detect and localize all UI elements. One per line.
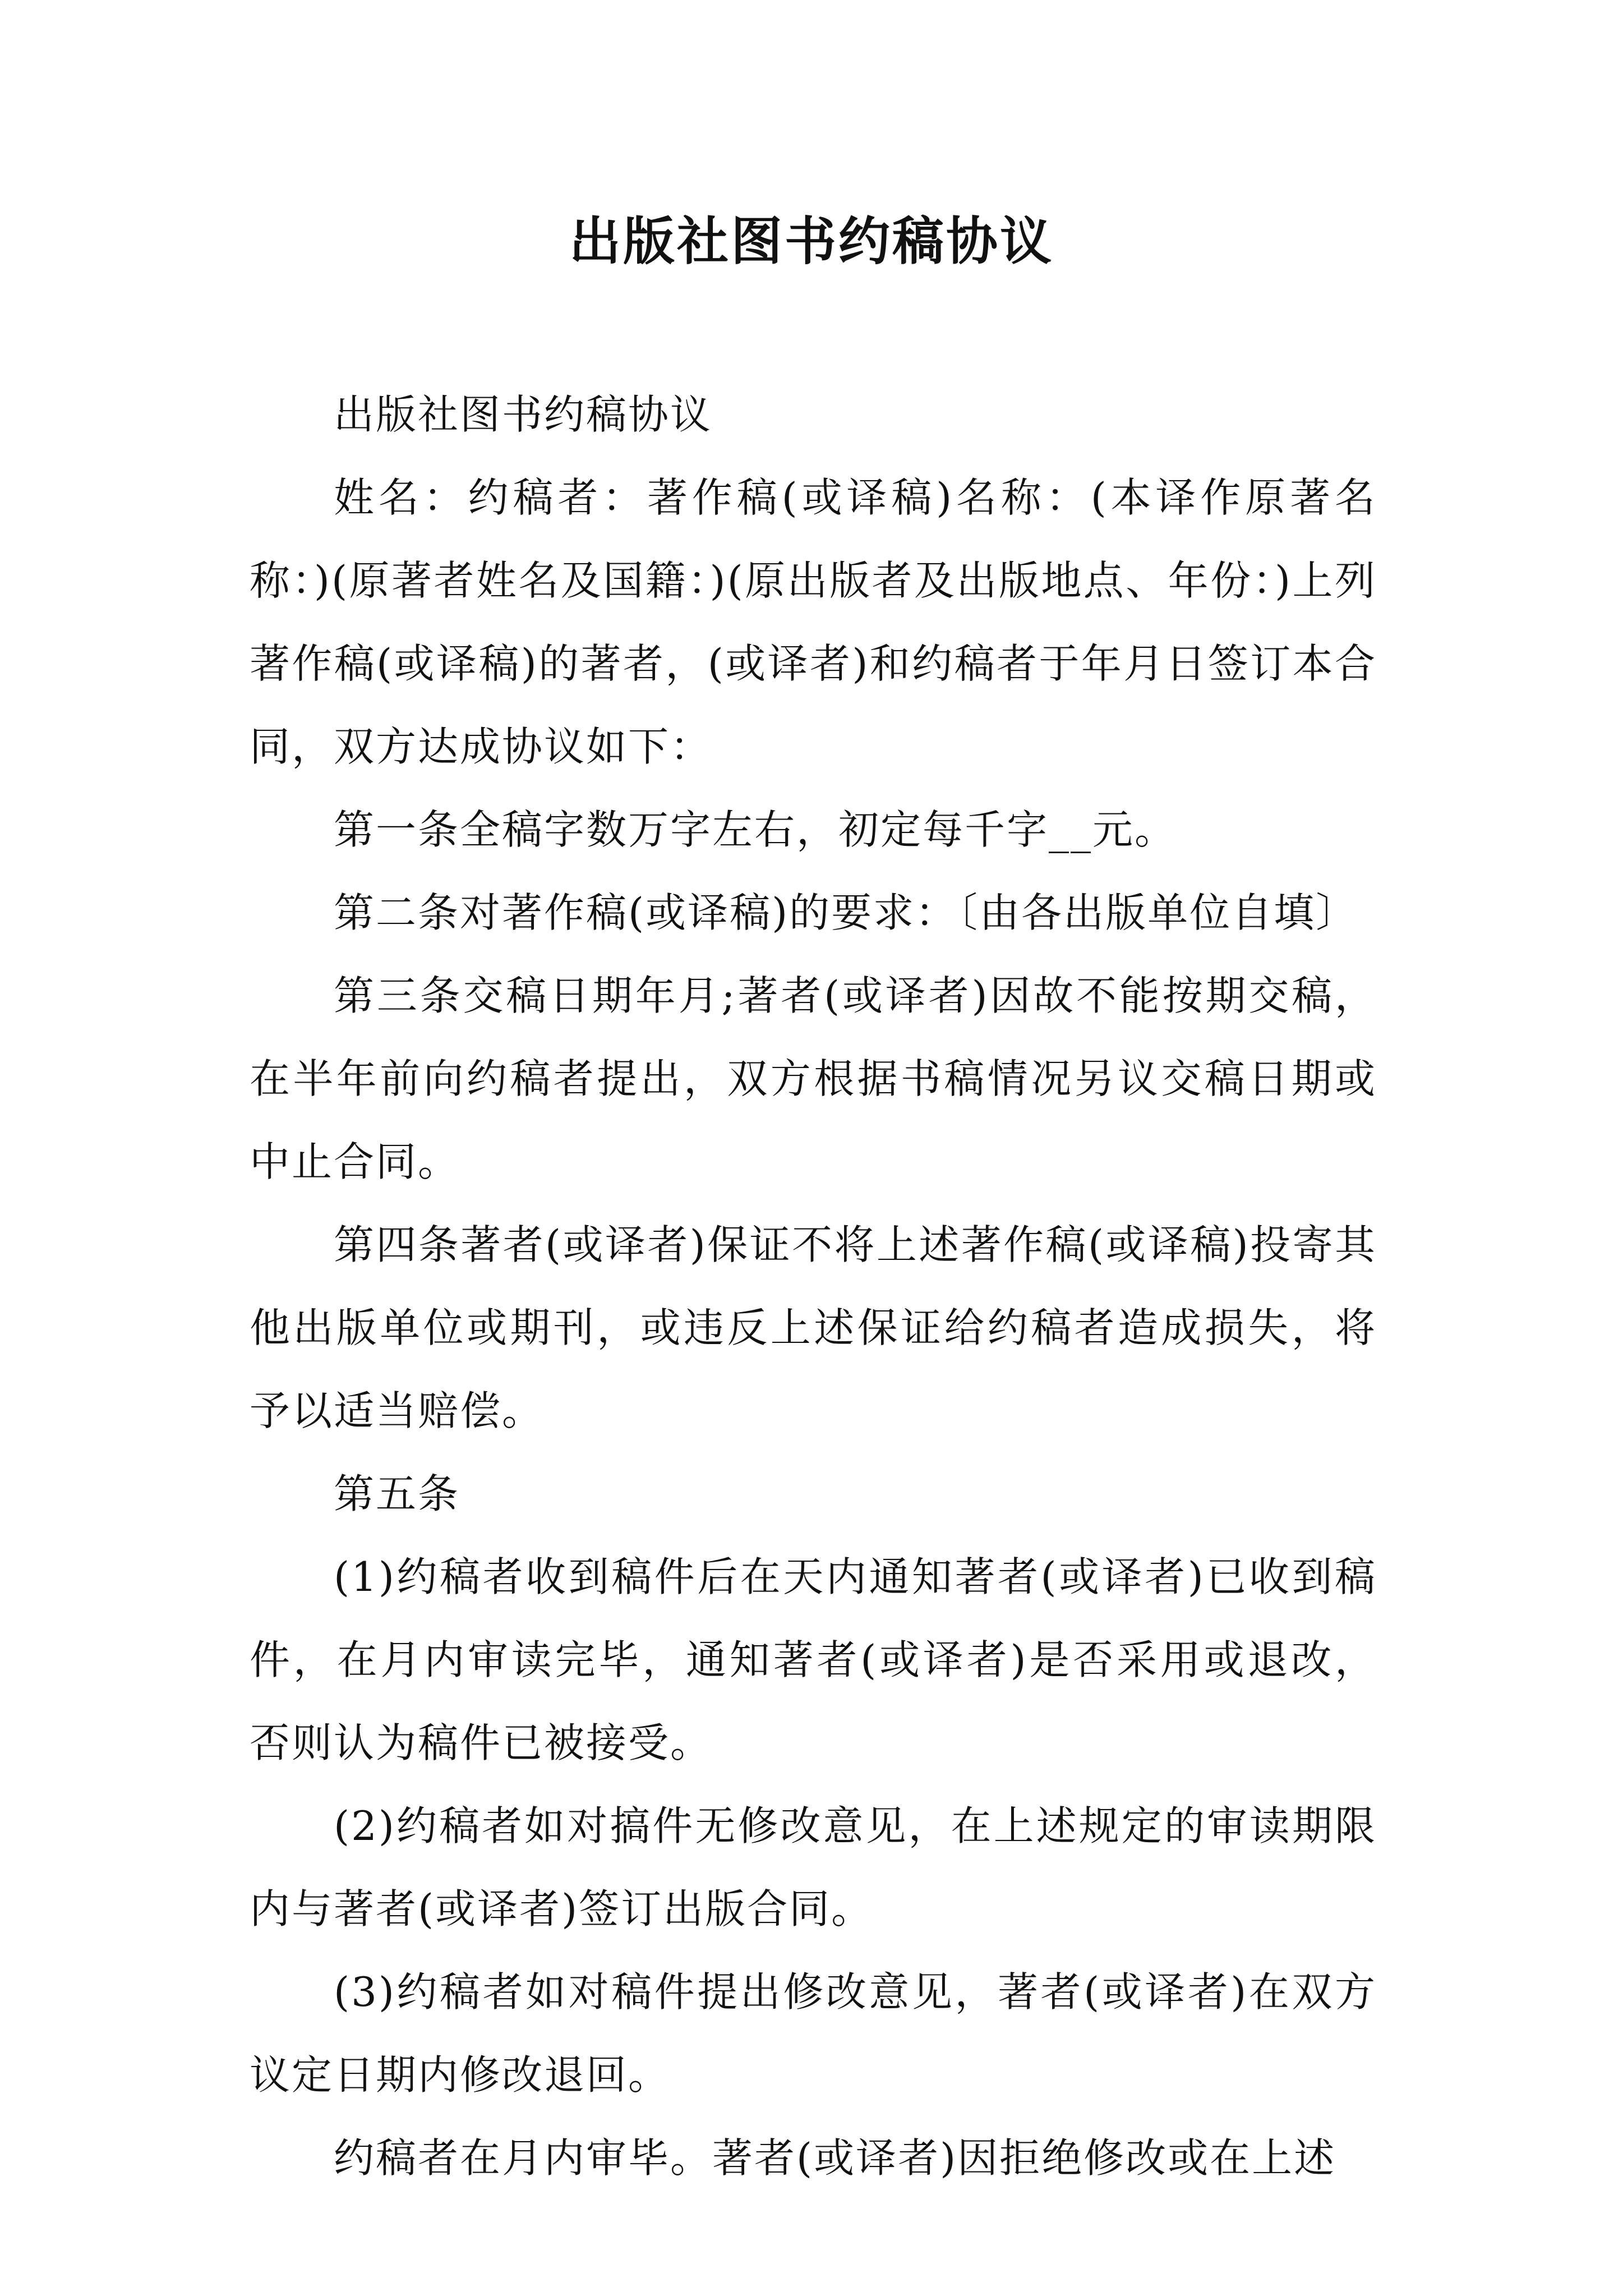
document-body — [250, 373, 1377, 2200]
paragraph-review: 约稿者在月内审毕。著者(或译者)因拒绝修改或在上述 — [334, 2134, 1336, 2182]
document-title: 出版社图书约稿协议 — [569, 211, 1054, 272]
paragraph-parties: 姓名：约稿者：著作稿(或译稿)名称：(本译作原著名称：)(原著者姓名及国籍：)(原出版者及出版地点、年份：)上列著作稿(或译稿)的著者，(或译者)和约稿者于年月日签订本合同，双方达成协议如下： — [250, 474, 1377, 770]
paragraph-clause-3: (3)约稿者如对稿件提出修改意见，著者(或译者)在双方议定日期内修改退回。 — [250, 1968, 1377, 2099]
paragraph-article-4: 第四条著者(或译者)保证不将上述著作稿(或译稿)投寄其他出版单位或期刊，或违反上述保证给约稿者造成损失，将予以适当赔偿。 — [250, 1221, 1377, 1434]
paragraph-clause-2: (2)约稿者如对搞件无修改意见，在上述规定的审读期限内与著者(或译者)签订出版合同。 — [250, 1802, 1377, 1932]
paragraph-clause-1: (1)约稿者收到稿件后在天内通知著者(或译者)已收到稿件，在月内审读完毕，通知著者(或译者)是否采用或退改，否则认为稿件已被接受。 — [250, 1553, 1377, 1766]
paragraph-article-2: 第二条对著作稿(或译稿)的要求：〔由各出版单位自填〕 — [334, 889, 1358, 936]
paragraph-article-5: 第五条 — [334, 1470, 460, 1517]
paragraph-article-1: 第一条全稿字数万字左右，初定每千字__元。 — [334, 806, 1177, 853]
paragraph-article-3: 第三条交稿日期年月;著者(或译者)因故不能按期交稿，在半年前向约稿者提出，双方根据书稿情况另议交稿日期或中止合同。 — [250, 972, 1377, 1185]
paragraph-heading: 出版社图书约稿协议 — [334, 391, 713, 438]
